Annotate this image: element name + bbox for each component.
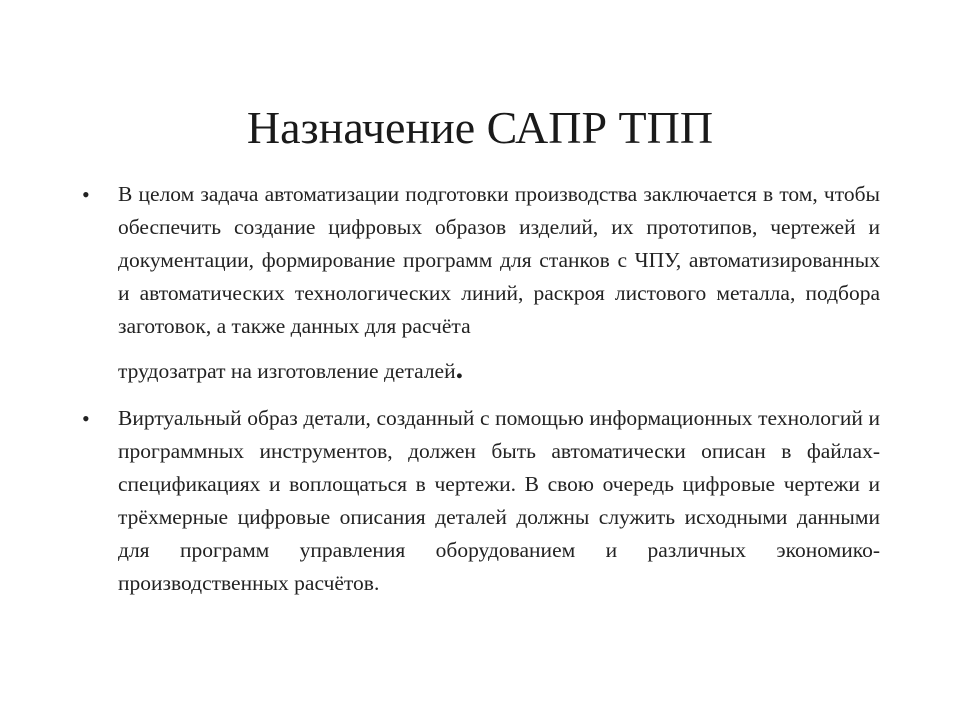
slide-title: Назначение САПР ТПП	[246, 102, 714, 153]
bullet-text: В целом задача автоматизации подготовки производства заключается в том, чтобы обеспечить создание цифровых образов изделий, их прототипов, чертежей и документации, формирование программ для станков с ЧПУ, автоматизированных и автоматических технологических линий, раскроя листового металла, подбора заготовок, а также данных для расчёта	[118, 182, 880, 338]
bullet-text: Виртуальный образ детали, созданный с помощью информационных технологий и программных инструментов, должен быть автоматически описан в файлах-спецификациях и воплощаться в чертежи. В свою очередь цифровые чертежи и трёхмерные цифровые описания деталей должны служить исходными данными для программ управления оборудованием и различных экономико-производственных расчётов.	[118, 406, 880, 595]
bullet-item-virtual-image	[80, 402, 880, 600]
bullet-icon: •	[82, 406, 90, 431]
bullet-text-ending: трудозатрат на изготовление деталей	[118, 359, 456, 383]
bullet-text-last-line	[118, 352, 464, 388]
bullet-icon: •	[82, 182, 90, 207]
bullet-list	[80, 178, 880, 600]
bullet-end-mark: .	[455, 352, 464, 385]
bullet-item-automation-task	[80, 178, 880, 388]
